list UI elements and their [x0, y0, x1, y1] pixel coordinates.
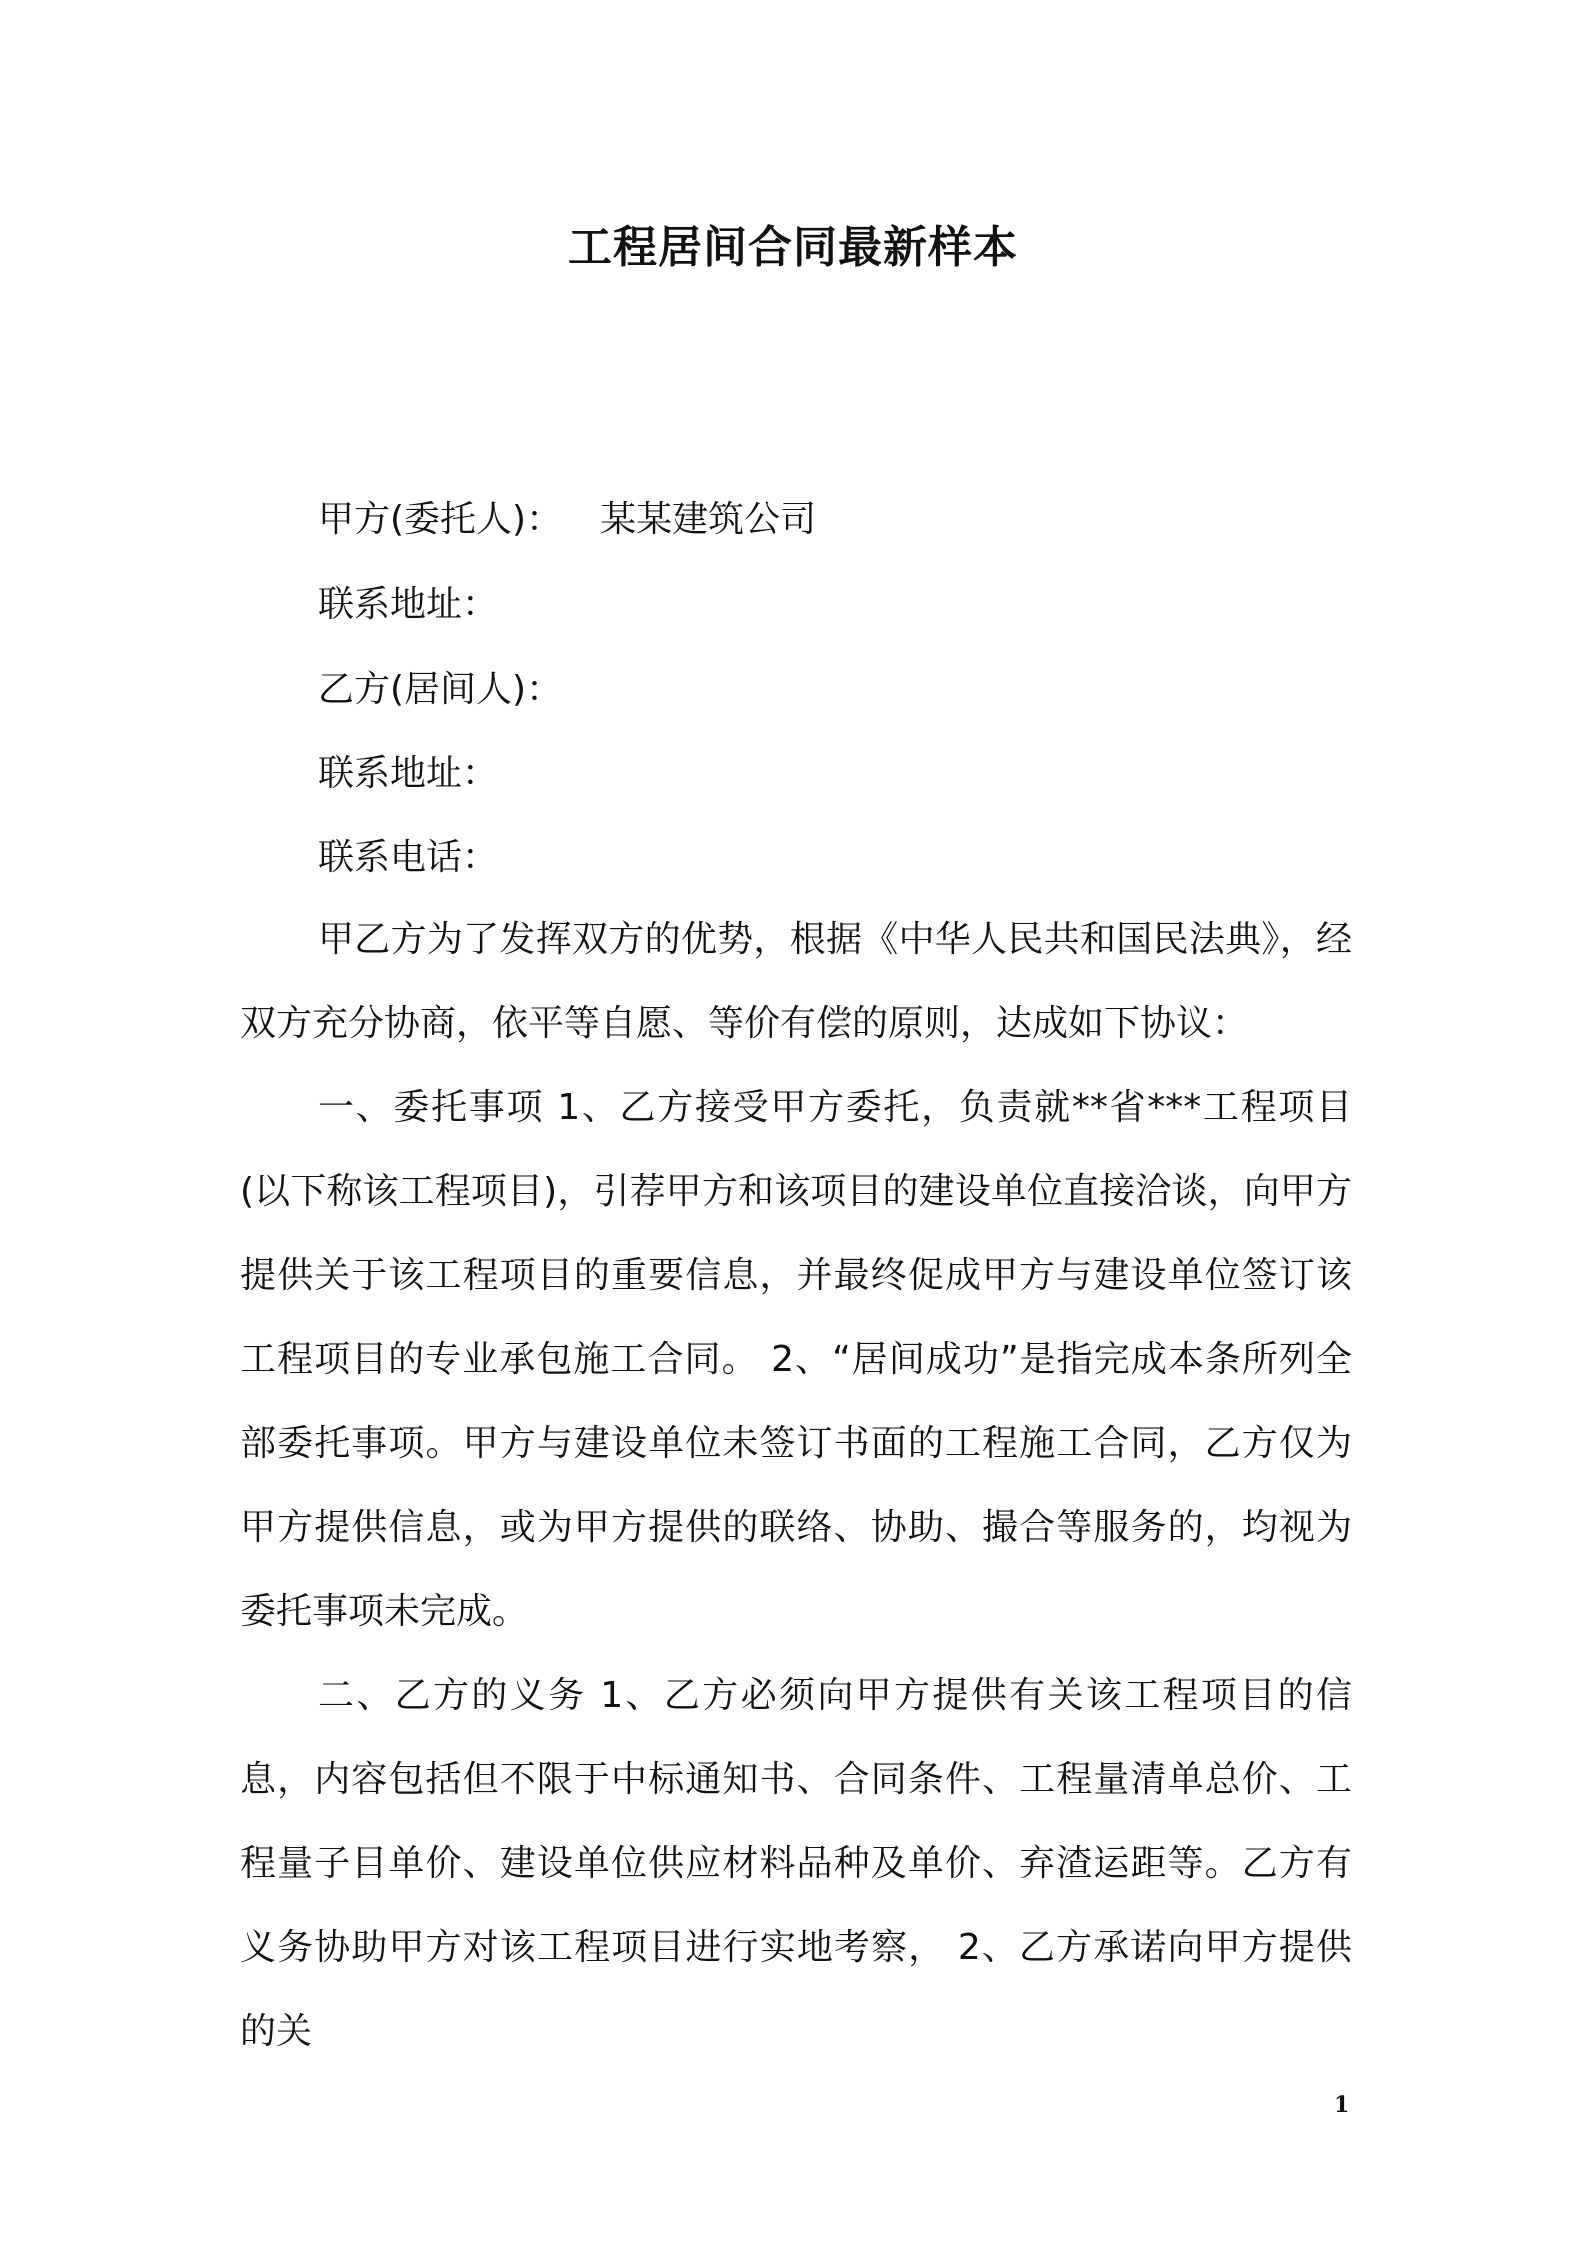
preamble-paragraph: 甲乙方为了发挥双方的优势，根据《中华人民共和国民法典》，经双方充分协商，依平等自愿、等价有偿的原则，达成如下协议：: [240, 919, 1352, 1044]
section-2-paragraph: 二、乙方的义务 1、乙方必须向甲方提供有关该工程项目的信息，内容包括但不限于中标通知书、合同条件、工程量清单总价、工程量子目单价、建设单位供应材料品种及单价、弃渣运距等。乙方有义务协助甲方对该工程项目进行实地考察， 2、乙方承诺向甲方提供的关: [240, 1675, 1352, 2052]
party-b-address-label: 联系地址：: [318, 753, 499, 794]
party-b-label: 乙方(居间人)：: [318, 669, 563, 710]
party-a-address-label: 联系地址：: [318, 584, 499, 625]
document-title: 工程居间合同最新样本: [568, 222, 1018, 273]
party-b-phone-label: 联系电话：: [318, 837, 499, 878]
section-1-paragraph: 一、委托事项 1、乙方接受甲方委托，负责就**省***工程项目(以下称该工程项目)，引荐甲方和该项目的建设单位直接洽谈，向甲方提供关于该工程项目的重要信息，并最终促成甲方与建设单位签订该工程项目的专业承包施工合同。 2、“居间成功”是指完成本条所列全部委托事项。甲方与建设单位未签订书面的工程施工合同，乙方仅为甲方提供信息，或为甲方提供的联络、协助、撮合等服务的，均视为委托事项未完成。: [240, 1087, 1352, 1632]
page-number: 1: [1334, 2092, 1350, 2118]
party-a-line: [318, 498, 816, 542]
party-a-label: 甲方(委托人)：: [318, 499, 563, 540]
party-a-name: 某某建筑公司: [600, 499, 817, 540]
